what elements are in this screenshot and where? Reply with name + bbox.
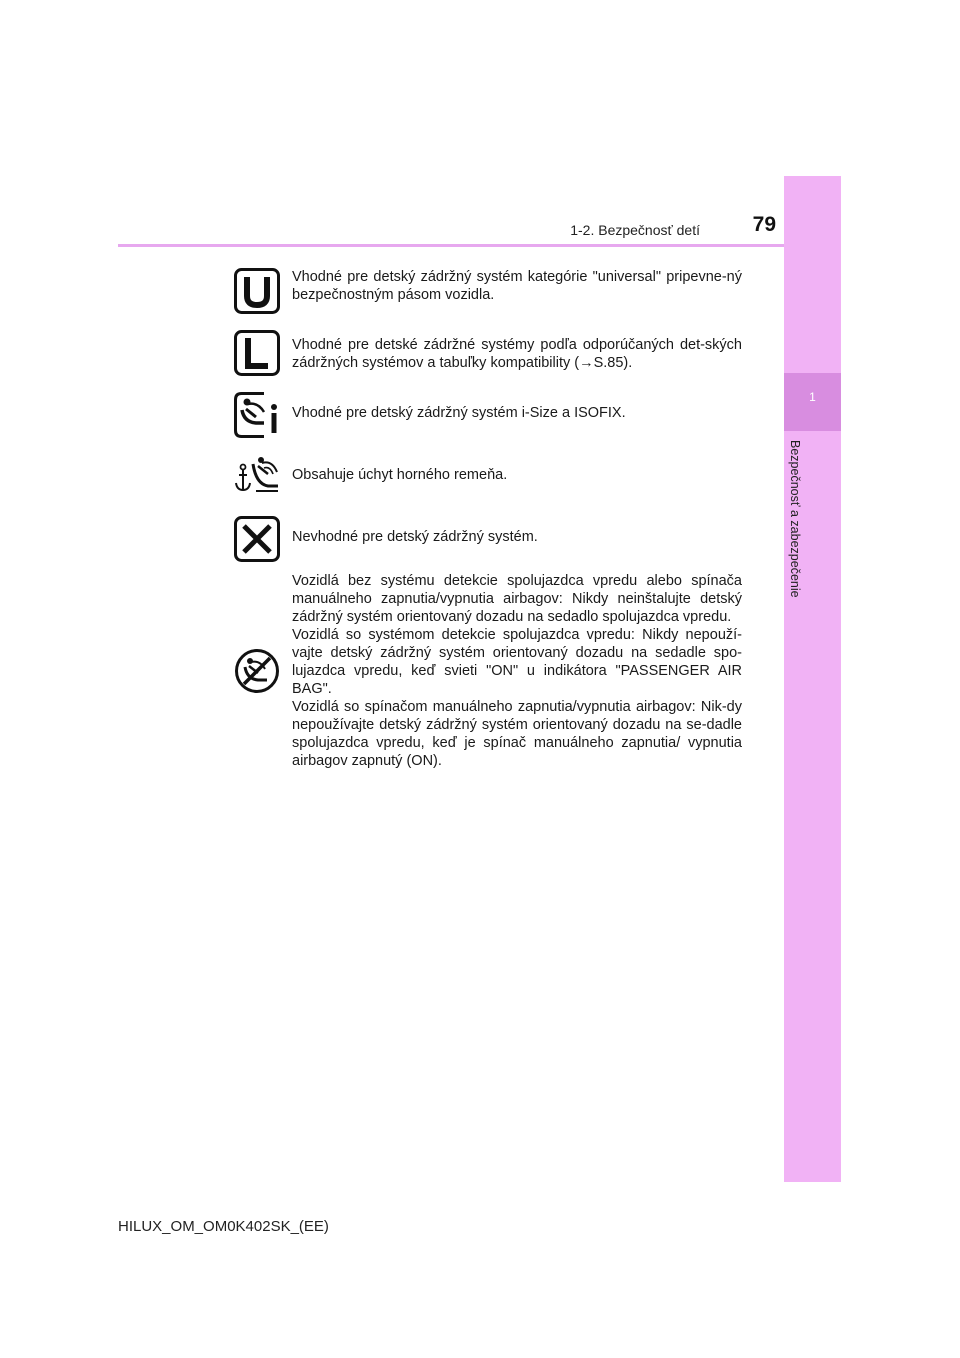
side-tab bbox=[784, 176, 841, 1182]
section-title: 1-2. Bezpečnosť detí bbox=[570, 222, 700, 238]
row-text: Vhodné pre detský zádržný systém kategórie "universal" pripevne-ný bezpečnostným pásom vozidla. bbox=[292, 269, 742, 303]
row-text: Nevhodné pre detský zádržný systém. bbox=[292, 529, 538, 545]
row-text: Obsahuje úchyt horného remeňa. bbox=[292, 467, 508, 483]
row-paragraph: Vozidlá so systémom detekcie spolujazdca vpredu: Nikdy nepouží-vajte detský zádržný systém orientovaný dozadu na sedadle spo-lujazdca vpredu, keď svieti "ON" u indikátora "PASSENGER AIR BAG". bbox=[292, 627, 742, 697]
row-text bbox=[292, 572, 742, 770]
footer-doc-code: HILUX_OM_OM0K402SK_(EE) bbox=[118, 1218, 329, 1235]
row-paragraph: Vozidlá bez systému detekcie spolujazdca vpredu alebo spínača manuálneho zapnutia/vypnutia airbagov: Nikdy neinštalujte detský zádržný systém orientovaný dozadu na sedadlo spolujazdca vpredu. bbox=[292, 573, 742, 625]
row-paragraph: Vozidlá so spínačom manuálneho zapnutia/vypnutia airbagov: Nik-dy nepoužívajte detský zádržný systém orientovaný dozadu na se-dadle spolujazdca vpredu, keď je spínač manuálneho zapnutia/ vypnutia airbagov zapnutý (ON). bbox=[292, 699, 742, 769]
page-number: 79 bbox=[752, 213, 776, 236]
isize-isofix-icon bbox=[234, 392, 280, 438]
top-tether-anchor-icon bbox=[234, 454, 280, 500]
no-rear-facing-seat-icon bbox=[234, 648, 280, 694]
row-text: Vhodné pre detské zádržné systémy podľa odporúčaných det-ských zádržných systémov a tabuľky kompatibility (→S.85). bbox=[292, 337, 742, 371]
not-suitable-x-icon bbox=[234, 516, 280, 562]
row-text: Vhodné pre detský zádržný systém i-Size a ISOFIX. bbox=[292, 405, 626, 421]
limited-l-icon bbox=[234, 330, 280, 376]
universal-u-icon bbox=[234, 268, 280, 314]
header-divider bbox=[118, 244, 784, 247]
chapter-title: Bezpečnosť a zabezpečenie bbox=[788, 440, 802, 598]
chapter-number: 1 bbox=[809, 390, 816, 404]
